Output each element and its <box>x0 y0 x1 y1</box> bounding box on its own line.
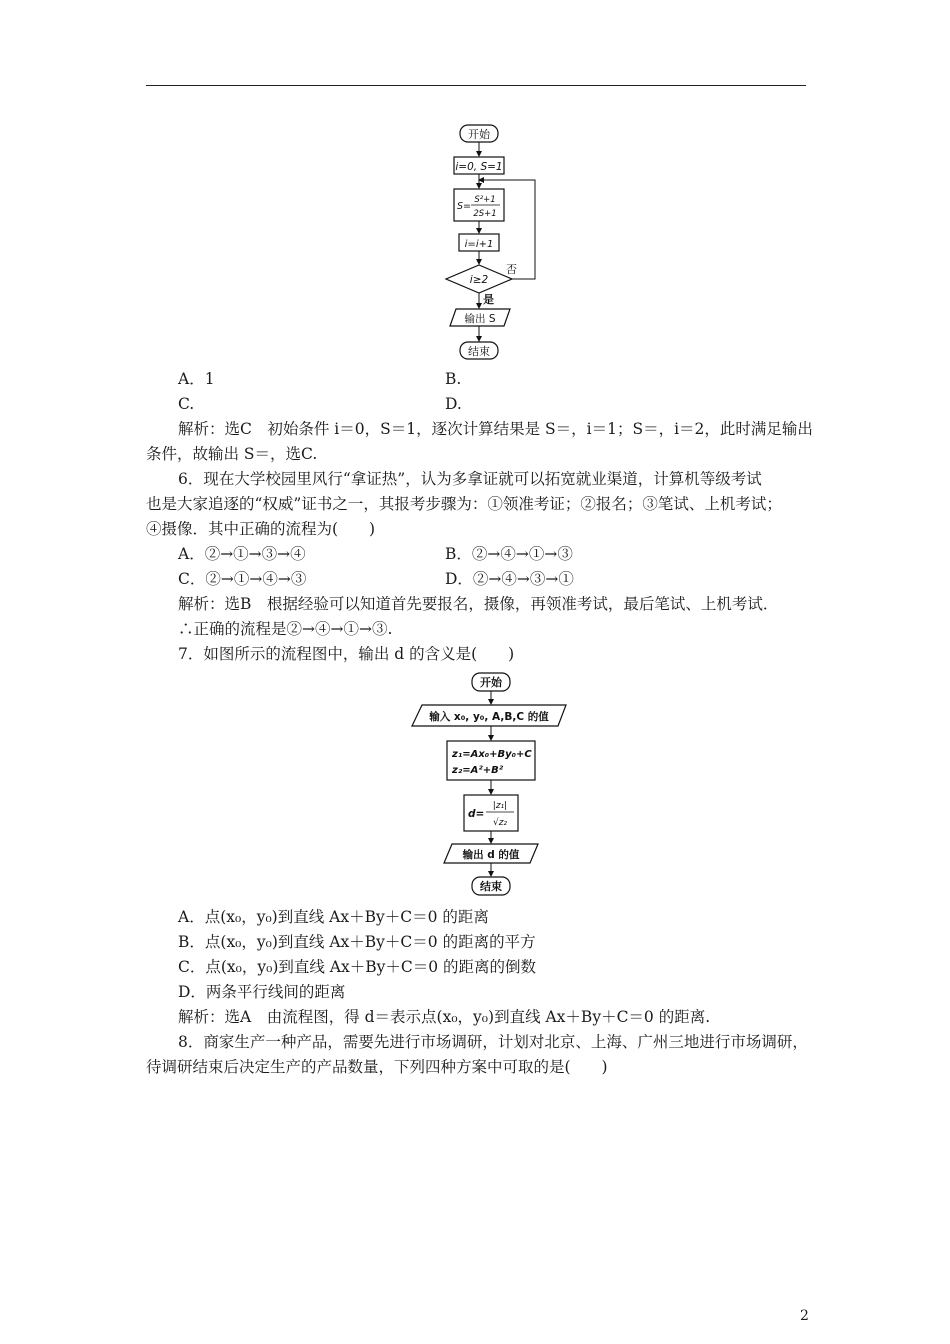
fc1-end <box>460 342 498 359</box>
flowchart-1 <box>440 120 570 365</box>
svg-text:开始: 开始 <box>468 128 490 141</box>
svg-text:d=: d= <box>468 808 485 820</box>
q7-option-a: A．点(x₀，y₀)到直线 Ax＋By＋C＝0 的距离 <box>178 908 489 926</box>
fc1-assign <box>454 189 504 221</box>
fc2-distance <box>464 795 518 831</box>
svg-text:2S+1: 2S+1 <box>473 209 497 219</box>
q8-stem-line2: 待调研结束后决定生产的产品数量，下列四种方案中可取的是( ) <box>146 1058 608 1076</box>
q5-option-d: D. <box>445 395 462 413</box>
fc1-start <box>460 125 498 142</box>
q5-solution-line1: 解析：选C 初始条件 i＝0，S＝1，逐次计算结果是 S＝，i＝1；S＝，i＝2，此时满足输出 <box>178 420 813 438</box>
q6-stem-line1: 6．现在大学校园里风行“拿证热”，认为多拿证就可以拓宽就业渠道，计算机等级考试 <box>178 470 762 488</box>
svg-text:输出 S: 输出 S <box>464 313 496 325</box>
svg-text:输出 d 的值: 输出 d 的值 <box>462 849 520 861</box>
fc2-end <box>472 877 510 895</box>
q6-option-a: A．②→①→③→④ <box>178 545 306 563</box>
fc1-increment <box>459 234 499 251</box>
page-number: 2 <box>800 1308 809 1324</box>
q6-solution-line2: ∴正确的流程是②→④→①→③. <box>178 620 393 638</box>
svg-text:√z₂: √z₂ <box>492 818 508 828</box>
fc2-input <box>412 705 566 726</box>
q7-solution: 解析：选A 由流程图，得 d＝表示点(x₀，y₀)到直线 Ax＋By＋C＝0 的距离. <box>178 1008 711 1026</box>
q6-option-d: D．②→④→③→① <box>445 570 574 588</box>
q6-stem-line2: 也是大家追逐的“权威”证书之一，其报考步骤为：①领准考证；②报名；③笔试、上机考试； <box>146 495 782 513</box>
svg-text:开始: 开始 <box>480 676 502 689</box>
q7-option-b: B．点(x₀，y₀)到直线 Ax＋By＋C＝0 的距离的平方 <box>178 933 536 951</box>
svg-text:i≥2: i≥2 <box>469 274 489 286</box>
q8-stem-line1: 8．商家生产一种产品，需要先进行市场调研，计划对北京、上海、广州三地进行市场调研， <box>178 1033 808 1051</box>
q7-stem: 7．如图所示的流程图中，输出 d 的含义是( ) <box>178 645 515 663</box>
svg-text:S²+1: S²+1 <box>474 195 496 205</box>
fc1-no-label: 否 <box>506 263 517 276</box>
svg-text:|z₁|: |z₁| <box>492 801 508 811</box>
svg-text:z₁=Ax₀+By₀+C: z₁=Ax₀+By₀+C <box>452 749 532 760</box>
q6-option-c: C．②→①→④→③ <box>178 570 307 588</box>
q5-option-a: A．1 <box>178 370 215 388</box>
q5-option-b: B. <box>445 370 462 388</box>
q7-option-c: C．点(x₀，y₀)到直线 Ax＋By＋C＝0 的距离的倒数 <box>178 958 537 976</box>
q6-option-b: B．②→④→①→③ <box>445 545 573 563</box>
svg-text:结束: 结束 <box>480 880 502 893</box>
fc1-output <box>450 309 510 326</box>
fc1-yes-label: 是 <box>483 293 494 306</box>
flowchart-2 <box>400 666 580 898</box>
fc1-init <box>454 157 504 174</box>
fc1-condition <box>446 265 512 293</box>
svg-text:输入 x₀, y₀, A,B,C 的值: 输入 x₀, y₀, A,B,C 的值 <box>429 711 549 723</box>
fc2-compute <box>447 741 535 780</box>
q6-solution-line1: 解析：选B 根据经验可以知道首先要报名，摄像，再领准考试，最后笔试、上机考试． <box>178 595 779 613</box>
svg-text:z₂=A²+B²: z₂=A²+B² <box>452 765 504 776</box>
svg-text:结束: 结束 <box>468 345 490 358</box>
q5-option-c: C. <box>178 395 195 413</box>
svg-text:i=i+1: i=i+1 <box>464 239 494 250</box>
svg-text:i=0, S=1: i=0, S=1 <box>455 161 503 173</box>
fc2-start <box>472 673 510 691</box>
svg-text:S=: S= <box>457 201 471 212</box>
fc2-output <box>444 844 538 863</box>
q6-stem-line3: ④摄像．其中正确的流程为( ) <box>146 520 376 538</box>
header-rule <box>146 85 806 86</box>
q7-option-d: D．两条平行线间的距离 <box>178 983 346 1001</box>
q5-solution-line2: 条件，故输出 S＝，选C. <box>146 445 318 463</box>
